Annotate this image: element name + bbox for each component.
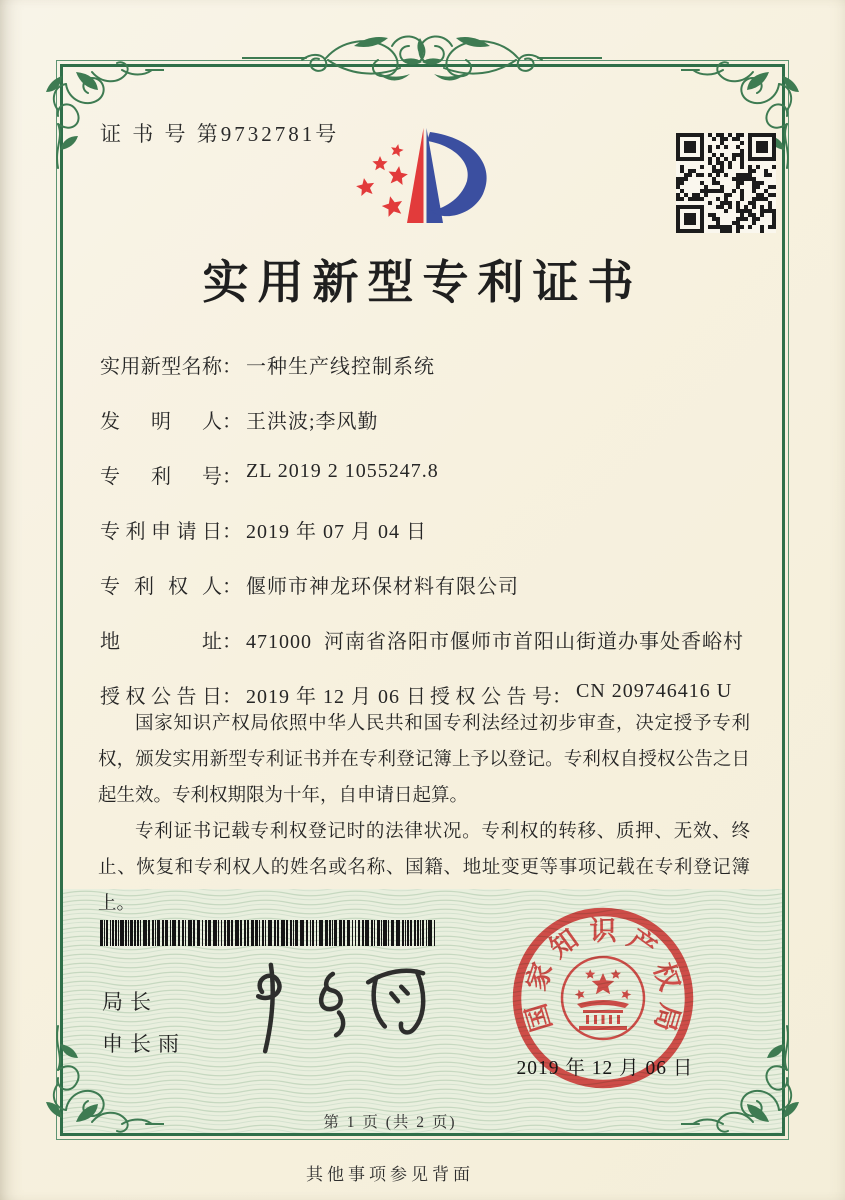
svg-text:家: 家 [520, 958, 559, 995]
field-label: 专利申请日 [100, 521, 222, 543]
body-paragraph: 国家知识产权局依照中华人民共和国专利法经过初步审查，决定授予专利权，颁发实用新型专利证书并在专利登记簿上予以登记。专利权自授权公告之日起生效。专利权期限为十年，自申请日起算。 [98, 714, 750, 806]
top-flourish-icon [242, 16, 602, 100]
fields-block [100, 350, 750, 735]
svg-text:权: 权 [647, 958, 686, 995]
field-colon: ： [222, 576, 242, 598]
field-value: 2019 年 07 月 04 日 [246, 521, 427, 543]
field-row-patent-no [100, 460, 750, 515]
field-value: ZL 2019 2 1055247.8 [246, 460, 439, 482]
back-note: 其他事项参见背面 [306, 1165, 474, 1184]
field-colon: ： [552, 686, 572, 708]
field-label: 专利权人 [100, 576, 222, 598]
qr-code [676, 133, 776, 233]
legal-text-block [98, 706, 750, 922]
field-label: 地址 [100, 631, 222, 653]
field-row-inventor [100, 405, 750, 460]
field-label: 发明人 [100, 411, 222, 433]
page-info: 第 1 页 (共 2 页) [323, 1114, 457, 1131]
seal-date: 2019 年 12 月 06 日 [516, 1058, 694, 1079]
field-label: 专利号 [100, 466, 222, 488]
field-label: 授权公告号 [430, 686, 552, 708]
field-colon: ： [222, 686, 242, 708]
grant-date-group [100, 680, 427, 708]
field-value: 2019 年 12 月 06 日 [246, 686, 427, 708]
field-value: 471000 河南省洛阳市偃师市首阳山街道办事处香峪村 [246, 631, 744, 653]
field-label: 授权公告日 [100, 686, 222, 708]
officer-title: 局长 [102, 990, 158, 1014]
field-value: 王洪波;李风勤 [246, 411, 379, 433]
body-paragraph: 专利证书记载专利权登记时的法律状况。专利权的转移、质押、无效、终止、恢复和专利权人的姓名或名称、国籍、地址变更等事项记载在专利登记簿上。 [98, 822, 750, 914]
grant-no-group [430, 680, 732, 709]
field-colon: ： [222, 411, 242, 433]
national-emblem-icon [562, 957, 644, 1039]
field-row-filing-date [100, 515, 750, 570]
corner-flourish-icon [34, 46, 164, 176]
svg-text:识: 识 [589, 916, 617, 946]
field-row-utility-name [100, 350, 750, 405]
svg-text:知: 知 [544, 923, 584, 964]
svg-text:局: 局 [648, 1000, 686, 1035]
field-colon: ： [222, 521, 242, 543]
field-value: 一种生产线控制系统 [246, 356, 435, 378]
field-colon: ： [222, 466, 242, 488]
certificate-number: 证 书 号 第9732781号 [100, 122, 340, 146]
svg-text:国: 国 [520, 1000, 558, 1035]
field-value: 偃师市神龙环保材料有限公司 [246, 576, 519, 598]
field-value: CN 209746416 U [576, 680, 733, 702]
field-colon: ： [222, 631, 242, 653]
field-row-patentee [100, 570, 750, 625]
field-label: 实用新型名称 [100, 356, 222, 378]
signature-icon [225, 946, 445, 1062]
page-title: 实用新型专利证书 [202, 257, 643, 308]
svg-text:产: 产 [622, 923, 662, 964]
barcode [100, 920, 440, 946]
cnipa-logo-icon [332, 120, 502, 238]
field-row-address [100, 625, 750, 680]
field-colon: ： [222, 356, 242, 378]
officer-name: 申长雨 [102, 1032, 186, 1056]
